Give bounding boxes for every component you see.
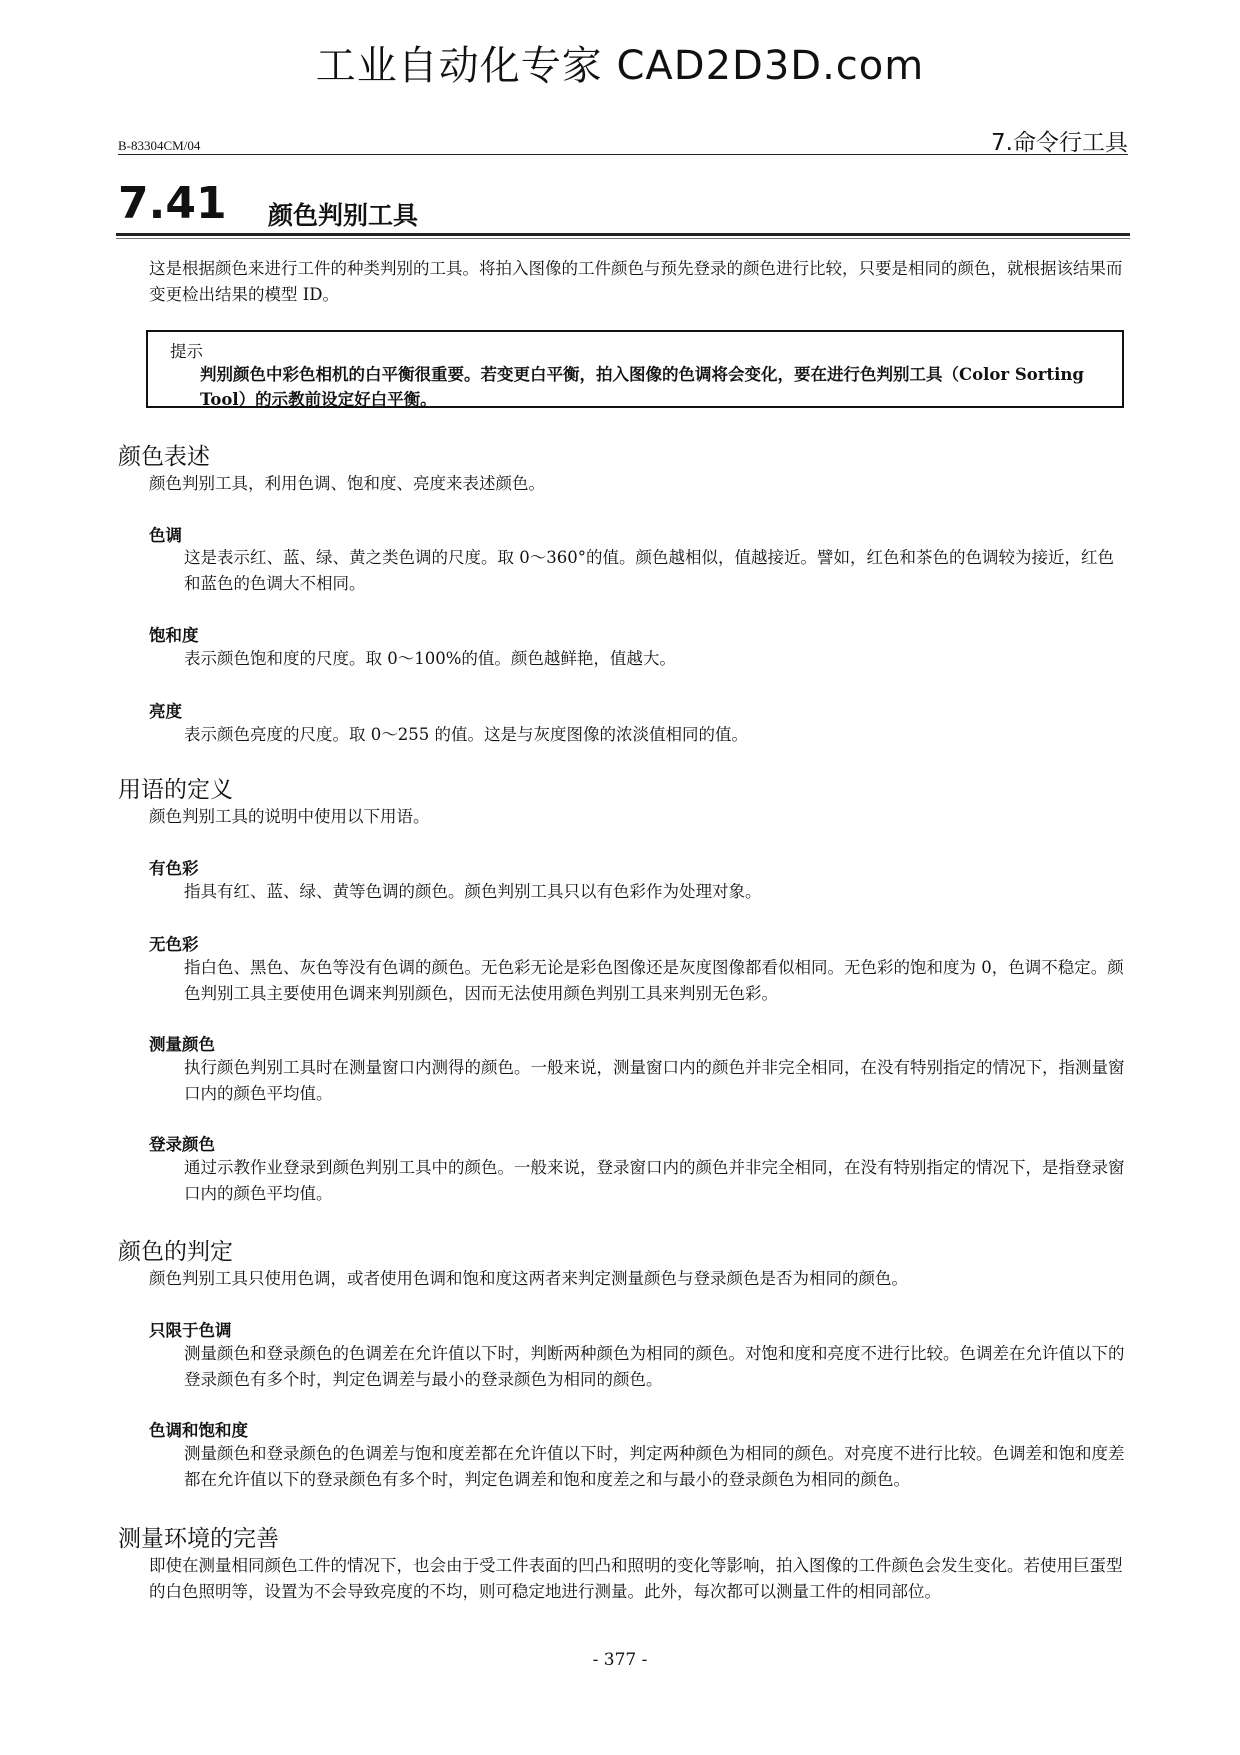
hue-text: 这是表示红、蓝、绿、黄之类色调的尺度。取 0～360°的值。颜色越相似，值越接近。譬如，红色和茶色的色调较为接近，红色和蓝色的色调大不相同。 bbox=[184, 548, 1114, 593]
note-text: 判别颜色中彩色相机的白平衡很重要。若变更白平衡，拍入图像的色调将会变化，要在进行色判别工具（Color Sorting Tool）的示教前设定好白平衡。 bbox=[200, 365, 1084, 409]
section-rule bbox=[116, 233, 1130, 236]
hue-saturation-text: 测量颜色和登录颜色的色调差与饱和度差都在允许值以下时，判定两种颜色为相同的颜色。对亮度不进行比较。色调差和饱和度差都在允许值以下的登录颜色有多个时，判定色调差和饱和度差之和与最小的登录颜色为相同的颜色。 bbox=[184, 1444, 1125, 1489]
heading-environment: 测量环境的完善 bbox=[118, 1526, 279, 1552]
measured-color-title: 测量颜色 bbox=[149, 1035, 215, 1054]
registered-color-title: 登录颜色 bbox=[149, 1135, 215, 1154]
brightness-text: 表示颜色亮度的尺度。取 0～255 的值。这是与灰度图像的浓淡值相同的值。 bbox=[184, 725, 748, 744]
heading-terms: 用语的定义 bbox=[118, 777, 233, 803]
heading-judgment: 颜色的判定 bbox=[118, 1239, 233, 1265]
hue-saturation-title: 色调和饱和度 bbox=[149, 1421, 248, 1440]
chromatic-text: 指具有红、蓝、绿、黄等色调的颜色。颜色判别工具只以有色彩作为处理对象。 bbox=[184, 882, 762, 901]
terms-intro: 颜色判别工具的说明中使用以下用语。 bbox=[149, 807, 430, 826]
note-label: 提示 bbox=[170, 342, 203, 361]
chapter-title: 7.命令行工具 bbox=[991, 130, 1128, 156]
hue-only-title: 只限于色调 bbox=[149, 1321, 232, 1340]
section-number: 7.41 bbox=[118, 178, 227, 229]
watermark-text: 工业自动化专家 CAD2D3D.com bbox=[315, 43, 925, 89]
brightness-title: 亮度 bbox=[149, 702, 182, 721]
section-intro: 这是根据颜色来进行工件的种类判别的工具。将拍入图像的工件颜色与预先登录的颜色进行比较，只要是相同的颜色，就根据该结果而变更检出结果的模型 ID。 bbox=[149, 259, 1123, 304]
chromatic-title: 有色彩 bbox=[149, 859, 199, 878]
header-rule bbox=[118, 154, 1128, 155]
page-number: - 377 - bbox=[592, 1650, 648, 1670]
judgment-intro: 颜色判别工具只使用色调，或者使用色调和饱和度这两者来判定测量颜色与登录颜色是否为相同的颜色。 bbox=[149, 1269, 908, 1288]
hue-only-text: 测量颜色和登录颜色的色调差在允许值以下时，判断两种颜色为相同的颜色。对饱和度和亮度不进行比较。色调差在允许值以下的登录颜色有多个时，判定色调差与最小的登录颜色为相同的颜色。 bbox=[184, 1344, 1125, 1389]
achromatic-title: 无色彩 bbox=[149, 935, 199, 954]
saturation-text: 表示颜色饱和度的尺度。取 0～100%的值。颜色越鲜艳，值越大。 bbox=[184, 649, 676, 668]
heading-color-description: 颜色表述 bbox=[118, 444, 210, 470]
hue-title: 色调 bbox=[149, 526, 182, 545]
measured-color-text: 执行颜色判别工具时在测量窗口内测得的颜色。一般来说，测量窗口内的颜色并非完全相同，在没有特别指定的情况下，指测量窗口内的颜色平均值。 bbox=[184, 1058, 1125, 1103]
environment-text: 即使在测量相同颜色工件的情况下，也会由于受工件表面的凹凸和照明的变化等影响，拍入图像的工件颜色会发生变化。若使用巨蛋型的白色照明等，设置为不会导致亮度的不均，则可稳定地进行测量。此外，每次都可以测量工件的相同部位。 bbox=[149, 1556, 1123, 1601]
color-description-intro: 颜色判别工具，利用色调、饱和度、亮度来表述颜色。 bbox=[149, 474, 545, 493]
section-title: 颜色判别工具 bbox=[268, 201, 419, 230]
doc-code: B-83304CM/04 bbox=[118, 138, 201, 153]
section-rule-thin bbox=[116, 238, 1130, 239]
registered-color-text: 通过示教作业登录到颜色判别工具中的颜色。一般来说，登录窗口内的颜色并非完全相同，在没有特别指定的情况下，是指登录窗口内的颜色平均值。 bbox=[184, 1158, 1125, 1203]
achromatic-text: 指白色、黑色、灰色等没有色调的颜色。无色彩无论是彩色图像还是灰度图像都看似相同。无色彩的饱和度为 0，色调不稳定。颜色判别工具主要使用色调来判别颜色，因而无法使用颜色判别工具来判别无色彩。 bbox=[184, 958, 1124, 1003]
saturation-title: 饱和度 bbox=[149, 626, 199, 645]
note-box bbox=[146, 330, 1124, 408]
